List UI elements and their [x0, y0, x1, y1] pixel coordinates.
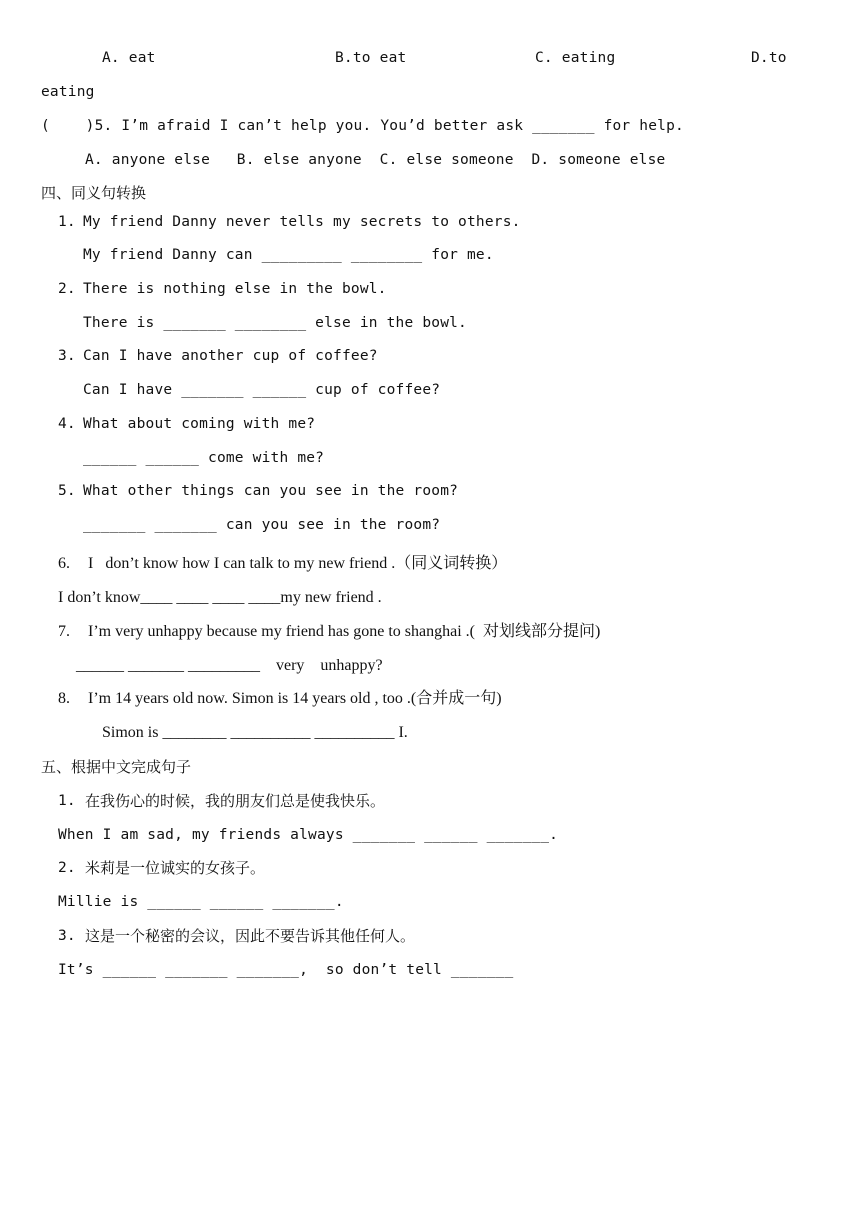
s4-item2-num: 2. [58, 281, 76, 297]
s4-item4-num: 4. [58, 416, 76, 432]
s4-item3-blank-line: Can I have _______ ______ cup of coffee? [83, 382, 441, 398]
s4-item5-sentence: What other things can you see in the room? [83, 483, 459, 499]
q4-option-a: A. eat [102, 50, 156, 66]
s4-item5-blank-line: _______ _______ can you see in the room? [83, 517, 441, 533]
s4-item1-sentence: My friend Danny never tells my secrets to others. [83, 214, 521, 230]
s4-item6-sentence: I don’t know how I can talk to my new friend .（同义词转换） [88, 555, 508, 572]
s5-item2-chinese: 米莉是一位诚实的女孩子。 [85, 859, 266, 877]
s5-item3-english: It’s ______ _______ _______, so don’t tell _______ [58, 962, 514, 978]
q5-options: A. anyone else B. else anyone C. else someone D. someone else [85, 152, 666, 168]
s4-item6-num: 6. [58, 555, 70, 572]
s5-item1-chinese: 在我伤心的时候，我的朋友们总是使我快乐。 [85, 792, 386, 810]
s5-item2-english: Millie is ______ ______ _______. [58, 894, 344, 910]
s4-item8-blank-line: Simon is ________ __________ __________ I. [102, 724, 408, 741]
s4-item2-blank-line: There is _______ ________ else in the bowl. [83, 315, 467, 331]
s4-item5-num: 5. [58, 483, 76, 499]
q4-option-b: B.to eat [335, 50, 407, 66]
s4-item3-num: 3. [58, 348, 76, 364]
s5-item3-chinese: 这是一个秘密的会议，因此不要告诉其他任何人。 [85, 927, 416, 945]
q4-option-c: C. eating [535, 50, 616, 66]
q5-stem: ( )5. I’m afraid I can’t help you. You’d better ask _______ for help. [41, 118, 684, 134]
s4-item4-sentence: What about coming with me? [83, 416, 316, 432]
section4-heading: 四、同义句转换 [41, 184, 147, 202]
s4-item1-num: 1. [58, 214, 76, 230]
q4-option-d-cont: eating [41, 84, 95, 100]
s4-item3-sentence: Can I have another cup of coffee? [83, 348, 378, 364]
s4-item8-num: 8. [58, 690, 70, 707]
s4-item7-num: 7. [58, 623, 70, 640]
s4-item6-blank-line: I don’t know____ ____ ____ ____my new friend . [58, 589, 382, 606]
s5-item2-num: 2. [58, 860, 76, 876]
s4-item4-blank-line: ______ ______ come with me? [83, 450, 325, 466]
section5-heading: 五、根据中文完成句子 [41, 758, 192, 776]
q4-option-d: D.to [751, 50, 787, 66]
s5-item1-english: When I am sad, my friends always _______ ______ _______. [58, 827, 559, 843]
s4-item8-sentence: I’m 14 years old now. Simon is 14 years old , too .(合并成一句) [88, 690, 502, 707]
s4-item1-blank-line: My friend Danny can _________ ________ for me. [83, 247, 494, 263]
s4-item7-sentence: I’m very unhappy because my friend has gone to shanghai .( 对划线部分提问) [88, 623, 601, 640]
s5-item1-num: 1. [58, 793, 76, 809]
s4-item2-sentence: There is nothing else in the bowl. [83, 281, 387, 297]
s5-item3-num: 3. [58, 928, 76, 944]
s4-item7-blank-line: ______ _______ _________ very unhappy? [76, 657, 383, 674]
